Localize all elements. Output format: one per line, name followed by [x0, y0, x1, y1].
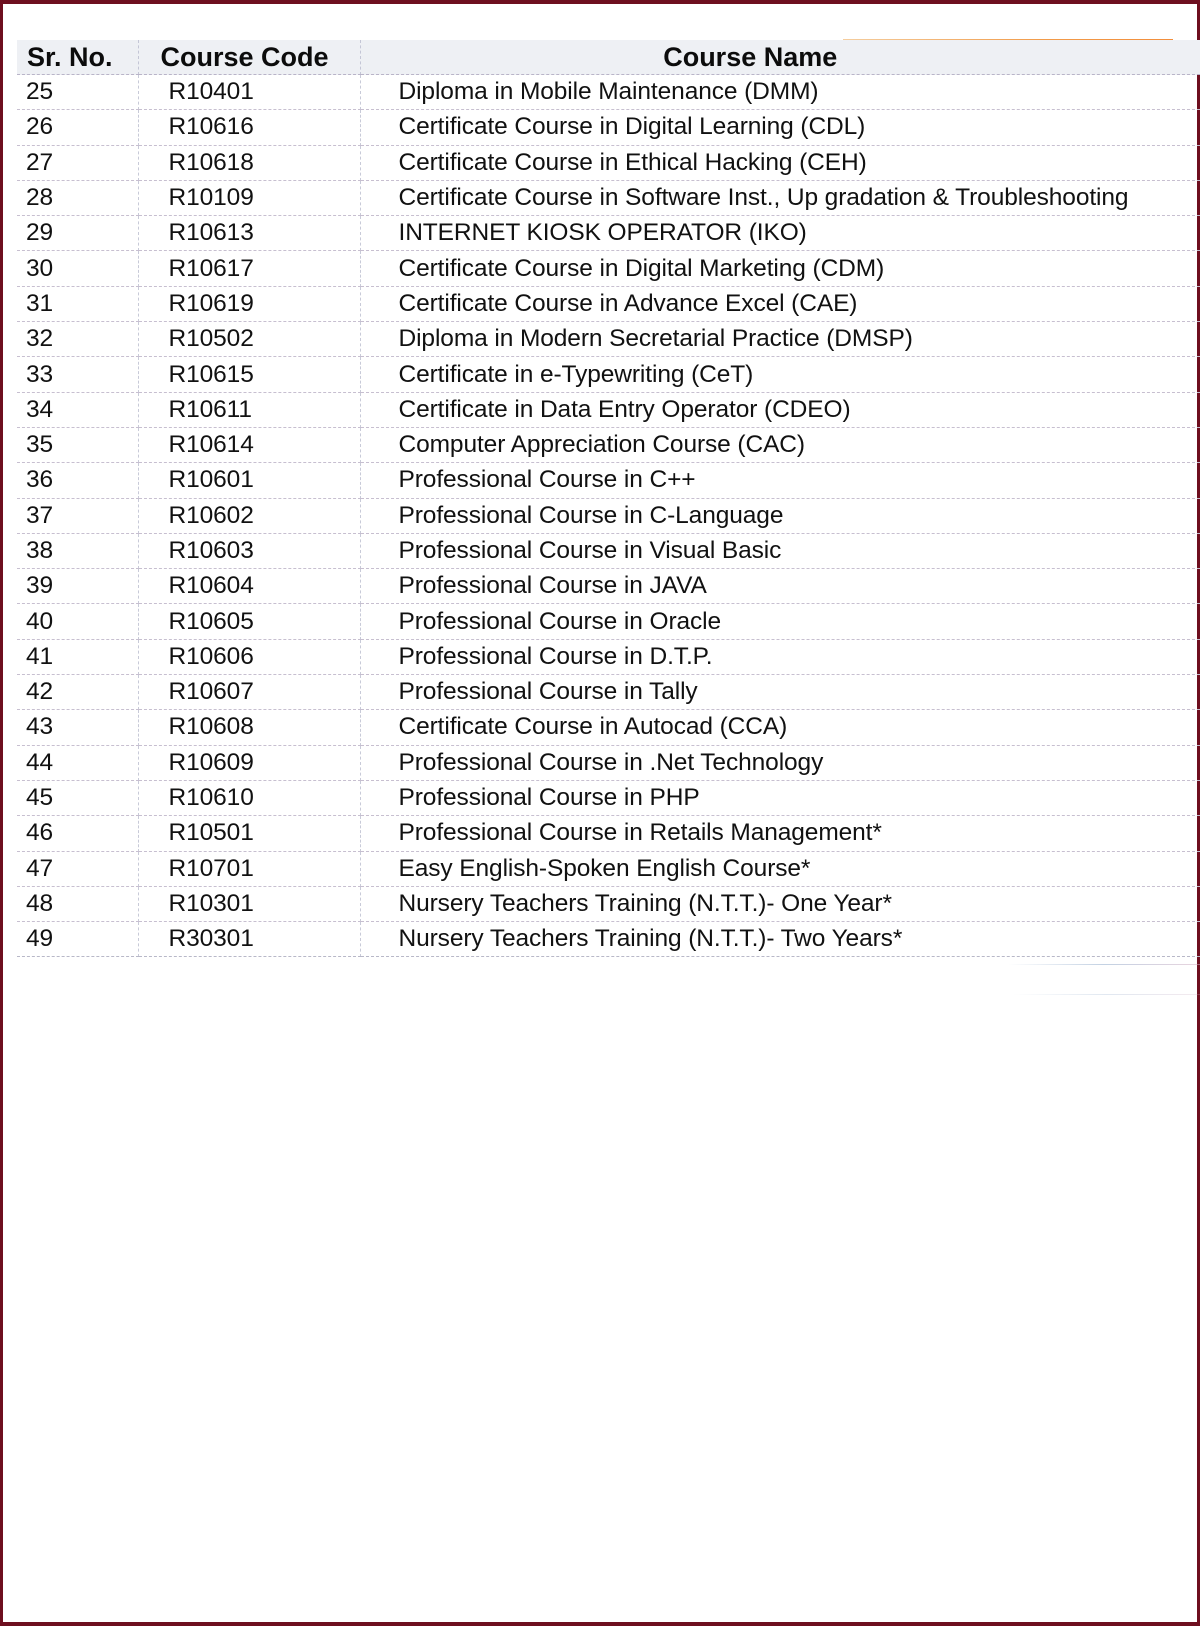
cell-course-name: Certificate Course in Ethical Hacking (CEH)	[360, 145, 1200, 180]
cell-course-code: R10701	[138, 851, 360, 886]
header-sr-no: Sr. No.	[17, 40, 138, 75]
cell-course-name: Professional Course in C++	[360, 463, 1200, 498]
table-row	[17, 216, 1200, 251]
cell-sr-no: 44	[17, 745, 138, 780]
table-header-row	[17, 40, 1200, 75]
cell-sr-no: 40	[17, 604, 138, 639]
cell-course-code: R10619	[138, 286, 360, 321]
table-row	[17, 322, 1200, 357]
cell-course-code: R10617	[138, 251, 360, 286]
table-row	[17, 392, 1200, 427]
table-row	[17, 816, 1200, 851]
cell-sr-no: 41	[17, 639, 138, 674]
scan-artifact-rule	[1008, 964, 1200, 965]
cell-course-name: Professional Course in Retails Management*	[360, 816, 1200, 851]
table-row	[17, 533, 1200, 568]
table-row	[17, 498, 1200, 533]
cell-sr-no: 37	[17, 498, 138, 533]
cell-course-code: R30301	[138, 922, 360, 957]
cell-sr-no: 32	[17, 322, 138, 357]
cell-sr-no: 49	[17, 922, 138, 957]
cell-course-code: R10608	[138, 710, 360, 745]
cell-course-name: Professional Course in D.T.P.	[360, 639, 1200, 674]
table-row	[17, 922, 1200, 957]
cell-sr-no: 26	[17, 110, 138, 145]
cell-course-name: INTERNET KIOSK OPERATOR (IKO)	[360, 216, 1200, 251]
cell-course-code: R10604	[138, 569, 360, 604]
cell-sr-no: 34	[17, 392, 138, 427]
table-row	[17, 463, 1200, 498]
cell-course-name: Professional Course in Visual Basic	[360, 533, 1200, 568]
cell-sr-no: 25	[17, 75, 138, 110]
table-row	[17, 75, 1200, 110]
table-body	[17, 75, 1200, 957]
cell-course-name: Professional Course in JAVA	[360, 569, 1200, 604]
cell-course-name: Certificate in Data Entry Operator (CDEO)	[360, 392, 1200, 427]
cell-sr-no: 46	[17, 816, 138, 851]
cell-course-name: Certificate Course in Advance Excel (CAE)	[360, 286, 1200, 321]
cell-course-code: R10607	[138, 675, 360, 710]
table-row	[17, 251, 1200, 286]
cell-sr-no: 28	[17, 180, 138, 215]
cell-sr-no: 48	[17, 886, 138, 921]
cell-sr-no: 36	[17, 463, 138, 498]
cell-course-name: Professional Course in C-Language	[360, 498, 1200, 533]
table-row	[17, 745, 1200, 780]
cell-course-name: Easy English-Spoken English Course*	[360, 851, 1200, 886]
table-row	[17, 675, 1200, 710]
table-row	[17, 180, 1200, 215]
table-row	[17, 357, 1200, 392]
cell-sr-no: 39	[17, 569, 138, 604]
cell-sr-no: 29	[17, 216, 138, 251]
cell-course-code: R10501	[138, 816, 360, 851]
cell-course-name: Computer Appreciation Course (CAC)	[360, 427, 1200, 462]
cell-course-name: Professional Course in Tally	[360, 675, 1200, 710]
cell-course-code: R10611	[138, 392, 360, 427]
cell-course-code: R10301	[138, 886, 360, 921]
cell-course-code: R10401	[138, 75, 360, 110]
cell-course-name: Certificate Course in Digital Marketing (CDM)	[360, 251, 1200, 286]
header-course-name: Course Name	[360, 40, 1200, 75]
cell-course-code: R10606	[138, 639, 360, 674]
table-row	[17, 780, 1200, 815]
cell-course-name: Nursery Teachers Training (N.T.T.)- One Year*	[360, 886, 1200, 921]
cell-course-code: R10605	[138, 604, 360, 639]
scan-artifact-rule	[1013, 994, 1200, 995]
cell-course-code: R10609	[138, 745, 360, 780]
cell-course-name: Certificate Course in Software Inst., Up gradation & Troubleshooting	[360, 180, 1200, 215]
header-course-code: Course Code	[138, 40, 360, 75]
cell-course-name: Diploma in Mobile Maintenance (DMM)	[360, 75, 1200, 110]
cell-course-name: Certificate Course in Digital Learning (CDL)	[360, 110, 1200, 145]
cell-sr-no: 43	[17, 710, 138, 745]
cell-course-name: Nursery Teachers Training (N.T.T.)- Two Years*	[360, 922, 1200, 957]
cell-sr-no: 27	[17, 145, 138, 180]
cell-course-code: R10602	[138, 498, 360, 533]
cell-sr-no: 31	[17, 286, 138, 321]
table-row	[17, 710, 1200, 745]
cell-sr-no: 42	[17, 675, 138, 710]
cell-course-code: R10618	[138, 145, 360, 180]
cell-course-name: Certificate Course in Autocad (CCA)	[360, 710, 1200, 745]
table-row	[17, 145, 1200, 180]
table-row	[17, 886, 1200, 921]
cell-sr-no: 30	[17, 251, 138, 286]
cell-sr-no: 45	[17, 780, 138, 815]
cell-course-name: Diploma in Modern Secretarial Practice (DMSP)	[360, 322, 1200, 357]
cell-sr-no: 38	[17, 533, 138, 568]
table-row	[17, 851, 1200, 886]
cell-course-code: R10603	[138, 533, 360, 568]
cell-course-code: R10613	[138, 216, 360, 251]
table-row	[17, 604, 1200, 639]
cell-course-name: Professional Course in Oracle	[360, 604, 1200, 639]
cell-course-code: R10610	[138, 780, 360, 815]
cell-course-name: Certificate in e-Typewriting (CeT)	[360, 357, 1200, 392]
course-table	[17, 40, 1200, 957]
cell-course-code: R10615	[138, 357, 360, 392]
cell-sr-no: 35	[17, 427, 138, 462]
table-row	[17, 569, 1200, 604]
table-row	[17, 427, 1200, 462]
cell-course-code: R10601	[138, 463, 360, 498]
cell-course-code: R10502	[138, 322, 360, 357]
cell-course-name: Professional Course in PHP	[360, 780, 1200, 815]
cell-sr-no: 33	[17, 357, 138, 392]
cell-sr-no: 47	[17, 851, 138, 886]
table-row	[17, 110, 1200, 145]
cell-course-code: R10614	[138, 427, 360, 462]
table-row	[17, 639, 1200, 674]
cell-course-code: R10109	[138, 180, 360, 215]
cell-course-code: R10616	[138, 110, 360, 145]
table-row	[17, 286, 1200, 321]
cell-course-name: Professional Course in .Net Technology	[360, 745, 1200, 780]
